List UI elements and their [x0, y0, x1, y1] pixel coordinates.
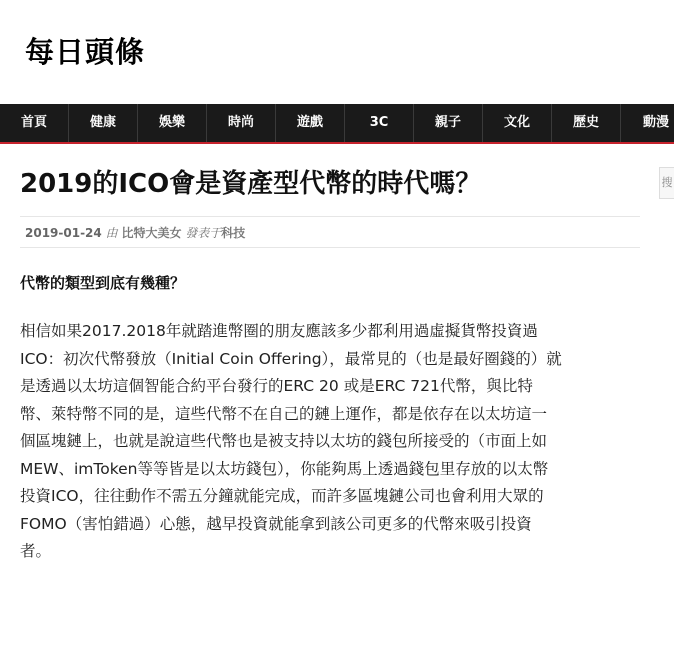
meta-divider-top — [20, 216, 640, 217]
meta-divider-bottom — [20, 247, 640, 248]
section-heading: 代幣的類型到底有幾種？ — [20, 274, 186, 292]
body-line: 者。 — [20, 542, 52, 560]
body-line: FOMO（害怕錯過）心態，越早投資就能拿到該公司更多的代幣來吸引投資 — [20, 514, 532, 533]
article-meta — [25, 224, 245, 241]
nav-item-health[interactable]: 健康 — [69, 104, 138, 142]
body-line: 投資ICO，往往動作不需五分鐘就能完成，而許多區塊鏈公司也會利用大眾的 — [20, 487, 544, 505]
nav-item-parenting[interactable]: 親子 — [414, 104, 483, 142]
article-title: 2019的ICO會是資產型代幣的時代嗎？ — [20, 169, 482, 199]
post-date: 2019-01-24 — [25, 226, 102, 240]
body-line: MEW、imToken等等皆是以太坊錢包），你能夠馬上透過錢包里存放的以太幣 — [20, 459, 549, 478]
body-line: 是透過以太坊這個智能合約平台發行的ERC 20 或是ERC 721代幣，與比特 — [20, 377, 533, 395]
nav-item-entertainment[interactable]: 娛樂 — [138, 104, 207, 142]
nav-item-anime[interactable]: 動漫 — [642, 115, 669, 130]
body-line: ICO：初次代幣發放（Initial Coin Offering），最常見的（也是最好圈錢的）就 — [20, 349, 562, 368]
nav-item-fashion[interactable]: 時尚 — [207, 104, 276, 142]
post-category-link[interactable]: 科技 — [221, 226, 246, 240]
nav-item-home[interactable]: 首頁 — [0, 104, 69, 142]
nav-accent-line — [0, 142, 674, 144]
body-line: 相信如果2017.2018年就踏進幣圈的朋友應該多少都利用過虛擬貨幣投資過 — [20, 322, 538, 340]
nav-item-games[interactable]: 遊戲 — [276, 104, 345, 142]
post-by-label: 由 — [105, 226, 118, 240]
body-line: 幣、萊特幣不同的是，這些代幣不在自己的鏈上運作，都是依存在以太坊這一 — [20, 404, 548, 423]
sidebar-search-widget[interactable]: 搜 — [659, 167, 674, 199]
nav-item-culture[interactable]: 文化 — [483, 104, 552, 142]
main-navigation — [0, 104, 674, 142]
nav-item-3c[interactable]: 3C — [345, 104, 414, 142]
site-title-logo[interactable]: 每日頭條 — [25, 35, 146, 69]
site-header — [0, 0, 674, 104]
nav-item-history[interactable]: 歷史 — [552, 104, 621, 142]
body-line: 個區塊鏈上，也就是說這些代幣也是被支持以太坊的錢包所接受的（市面上如 — [20, 432, 548, 450]
post-author-link[interactable]: 比特大美女 — [121, 226, 182, 240]
post-posted-in-label: 發表于 — [185, 226, 222, 240]
article-body — [20, 318, 640, 566]
